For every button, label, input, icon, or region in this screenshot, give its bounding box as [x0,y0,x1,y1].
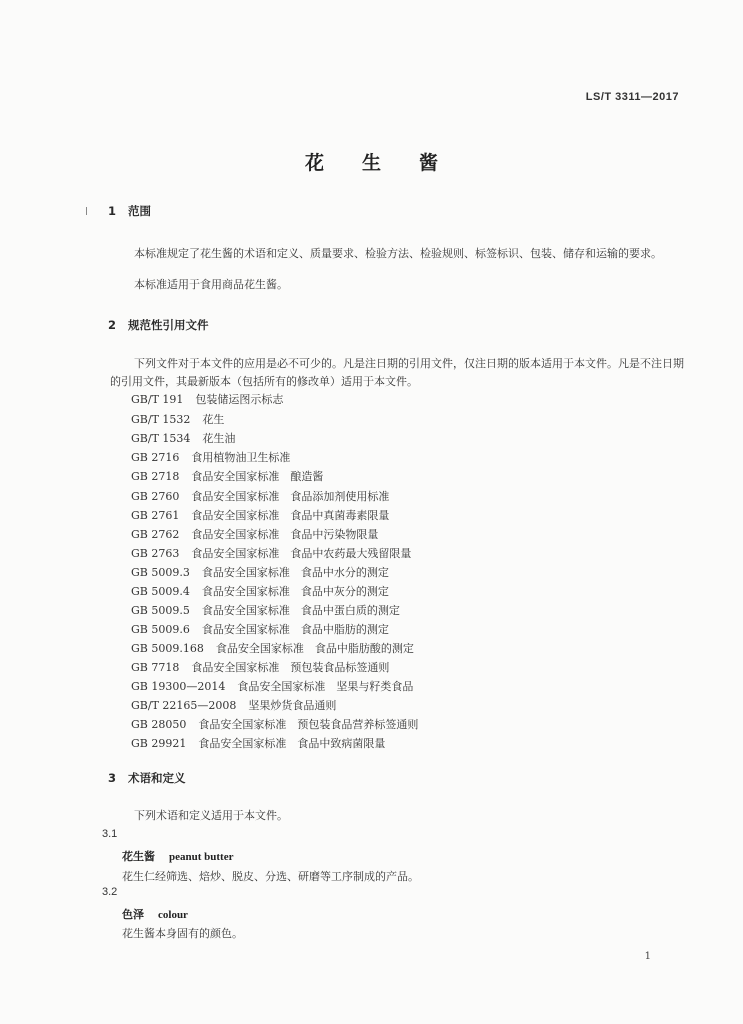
term-number: 3.1 [102,828,118,840]
reference-code: GB/T 1532 [131,413,191,426]
reference-item [131,468,323,484]
reference-name: 坚果炒货食品通则 [248,699,337,712]
reference-item [131,391,283,407]
section-1-heading [108,203,151,219]
standard-code: LS/T 3311—2017 [585,91,679,103]
term-definition: 花生酱本身固有的颜色。 [122,927,243,940]
reference-item [131,430,235,446]
section-1-paragraph-2: 本标准适用于食用商品花生酱。 [134,278,288,291]
reference-item [131,602,400,618]
reference-name: 食品安全国家标准 酿造酱 [191,470,324,483]
reference-name: 食品安全国家标准 预包装食品标签通则 [191,661,390,674]
reference-name: 食品安全国家标准 食品添加剂使用标准 [191,490,390,503]
reference-code: GB 2762 [131,528,180,541]
term-number: 3.2 [102,886,118,898]
reference-code: GB 2760 [131,490,180,503]
reference-item [131,678,413,694]
margin-mark [86,207,87,215]
term-chinese: 色泽 [122,908,144,921]
reference-name: 食品安全国家标准 坚果与籽类食品 [237,680,414,693]
reference-name: 食品安全国家标准 食品中蛋白质的测定 [201,604,400,617]
reference-item [131,659,389,675]
reference-item [131,488,389,504]
reference-item [131,716,418,732]
term-english: peanut butter [169,851,234,863]
reference-name: 食用植物油卫生标准 [191,451,291,464]
reference-name: 食品安全国家标准 食品中水分的测定 [201,566,389,579]
section-title: 术语和定义 [128,771,186,785]
section-3-heading [108,770,186,786]
reference-item [131,583,389,599]
reference-code: GB/T 191 [131,393,184,406]
reference-code: GB 5009.3 [131,566,190,579]
reference-name: 食品安全国家标准 食品中脂肪酸的测定 [215,642,414,655]
reference-code: GB 2761 [131,509,180,522]
section-1-paragraph-1: 本标准规定了花生酱的术语和定义、质量要求、检验方法、检验规则、标签标识、包装、储存和运输的要求。 [134,247,662,260]
document-title: 花 生 酱 [304,152,438,174]
reference-code: GB 5009.6 [131,623,190,636]
section-3-intro: 下列术语和定义适用于本文件。 [134,809,288,822]
term-heading [122,906,188,922]
reference-code: GB 19300—2014 [131,680,226,693]
reference-item [131,526,378,542]
reference-code: GB 29921 [131,737,187,750]
reference-item [131,545,411,561]
term-chinese: 花生酱 [122,850,155,863]
section-number: 3 [108,771,117,785]
reference-code: GB 5009.4 [131,585,190,598]
reference-item [131,621,389,637]
section-title: 范围 [128,204,151,218]
reference-name: 食品安全国家标准 食品中脂肪的测定 [201,623,389,636]
reference-item [131,507,389,523]
section-2-intro: 下列文件对于本文件的应用是必不可少的。凡是注日期的引用文件，仅注日期的版本适用于本文件。凡是不注日期的引用文件，其最新版本（包括所有的修改单）适用于本文件。 [110,357,684,388]
reference-code: GB 5009.168 [131,642,204,655]
reference-code: GB 7718 [131,661,180,674]
reference-name: 包装储运图示标志 [195,393,284,406]
reference-item [131,564,389,580]
reference-code: GB 2763 [131,547,180,560]
reference-item [131,735,385,751]
reference-code: GB 2718 [131,470,180,483]
reference-item [131,640,414,656]
reference-item [131,411,224,427]
reference-item [131,697,336,713]
reference-item [131,449,290,465]
section-number: 2 [108,318,117,332]
reference-code: GB/T 1534 [131,432,191,445]
section-2-heading [108,317,209,333]
reference-name: 食品安全国家标准 预包装食品营养标签通则 [198,718,419,731]
reference-name: 花生油 [202,432,236,445]
reference-name: 食品安全国家标准 食品中真菌毒素限量 [191,509,390,522]
reference-code: GB/T 22165—2008 [131,699,237,712]
reference-code: GB 5009.5 [131,604,190,617]
reference-code: GB 28050 [131,718,187,731]
reference-name: 花生 [202,413,225,426]
section-title: 规范性引用文件 [128,318,209,332]
term-definition: 花生仁经筛选、焙炒、脱皮、分选、研磨等工序制成的产品。 [122,870,419,883]
reference-code: GB 2716 [131,451,180,464]
reference-name: 食品安全国家标准 食品中致病菌限量 [198,737,386,750]
term-english: colour [158,909,188,921]
section-number: 1 [108,204,117,218]
reference-name: 食品安全国家标准 食品中灰分的测定 [201,585,389,598]
page-number: 1 [644,951,651,962]
reference-name: 食品安全国家标准 食品中污染物限量 [191,528,379,541]
reference-name: 食品安全国家标准 食品中农药最大残留限量 [191,547,412,560]
term-heading [122,848,233,864]
